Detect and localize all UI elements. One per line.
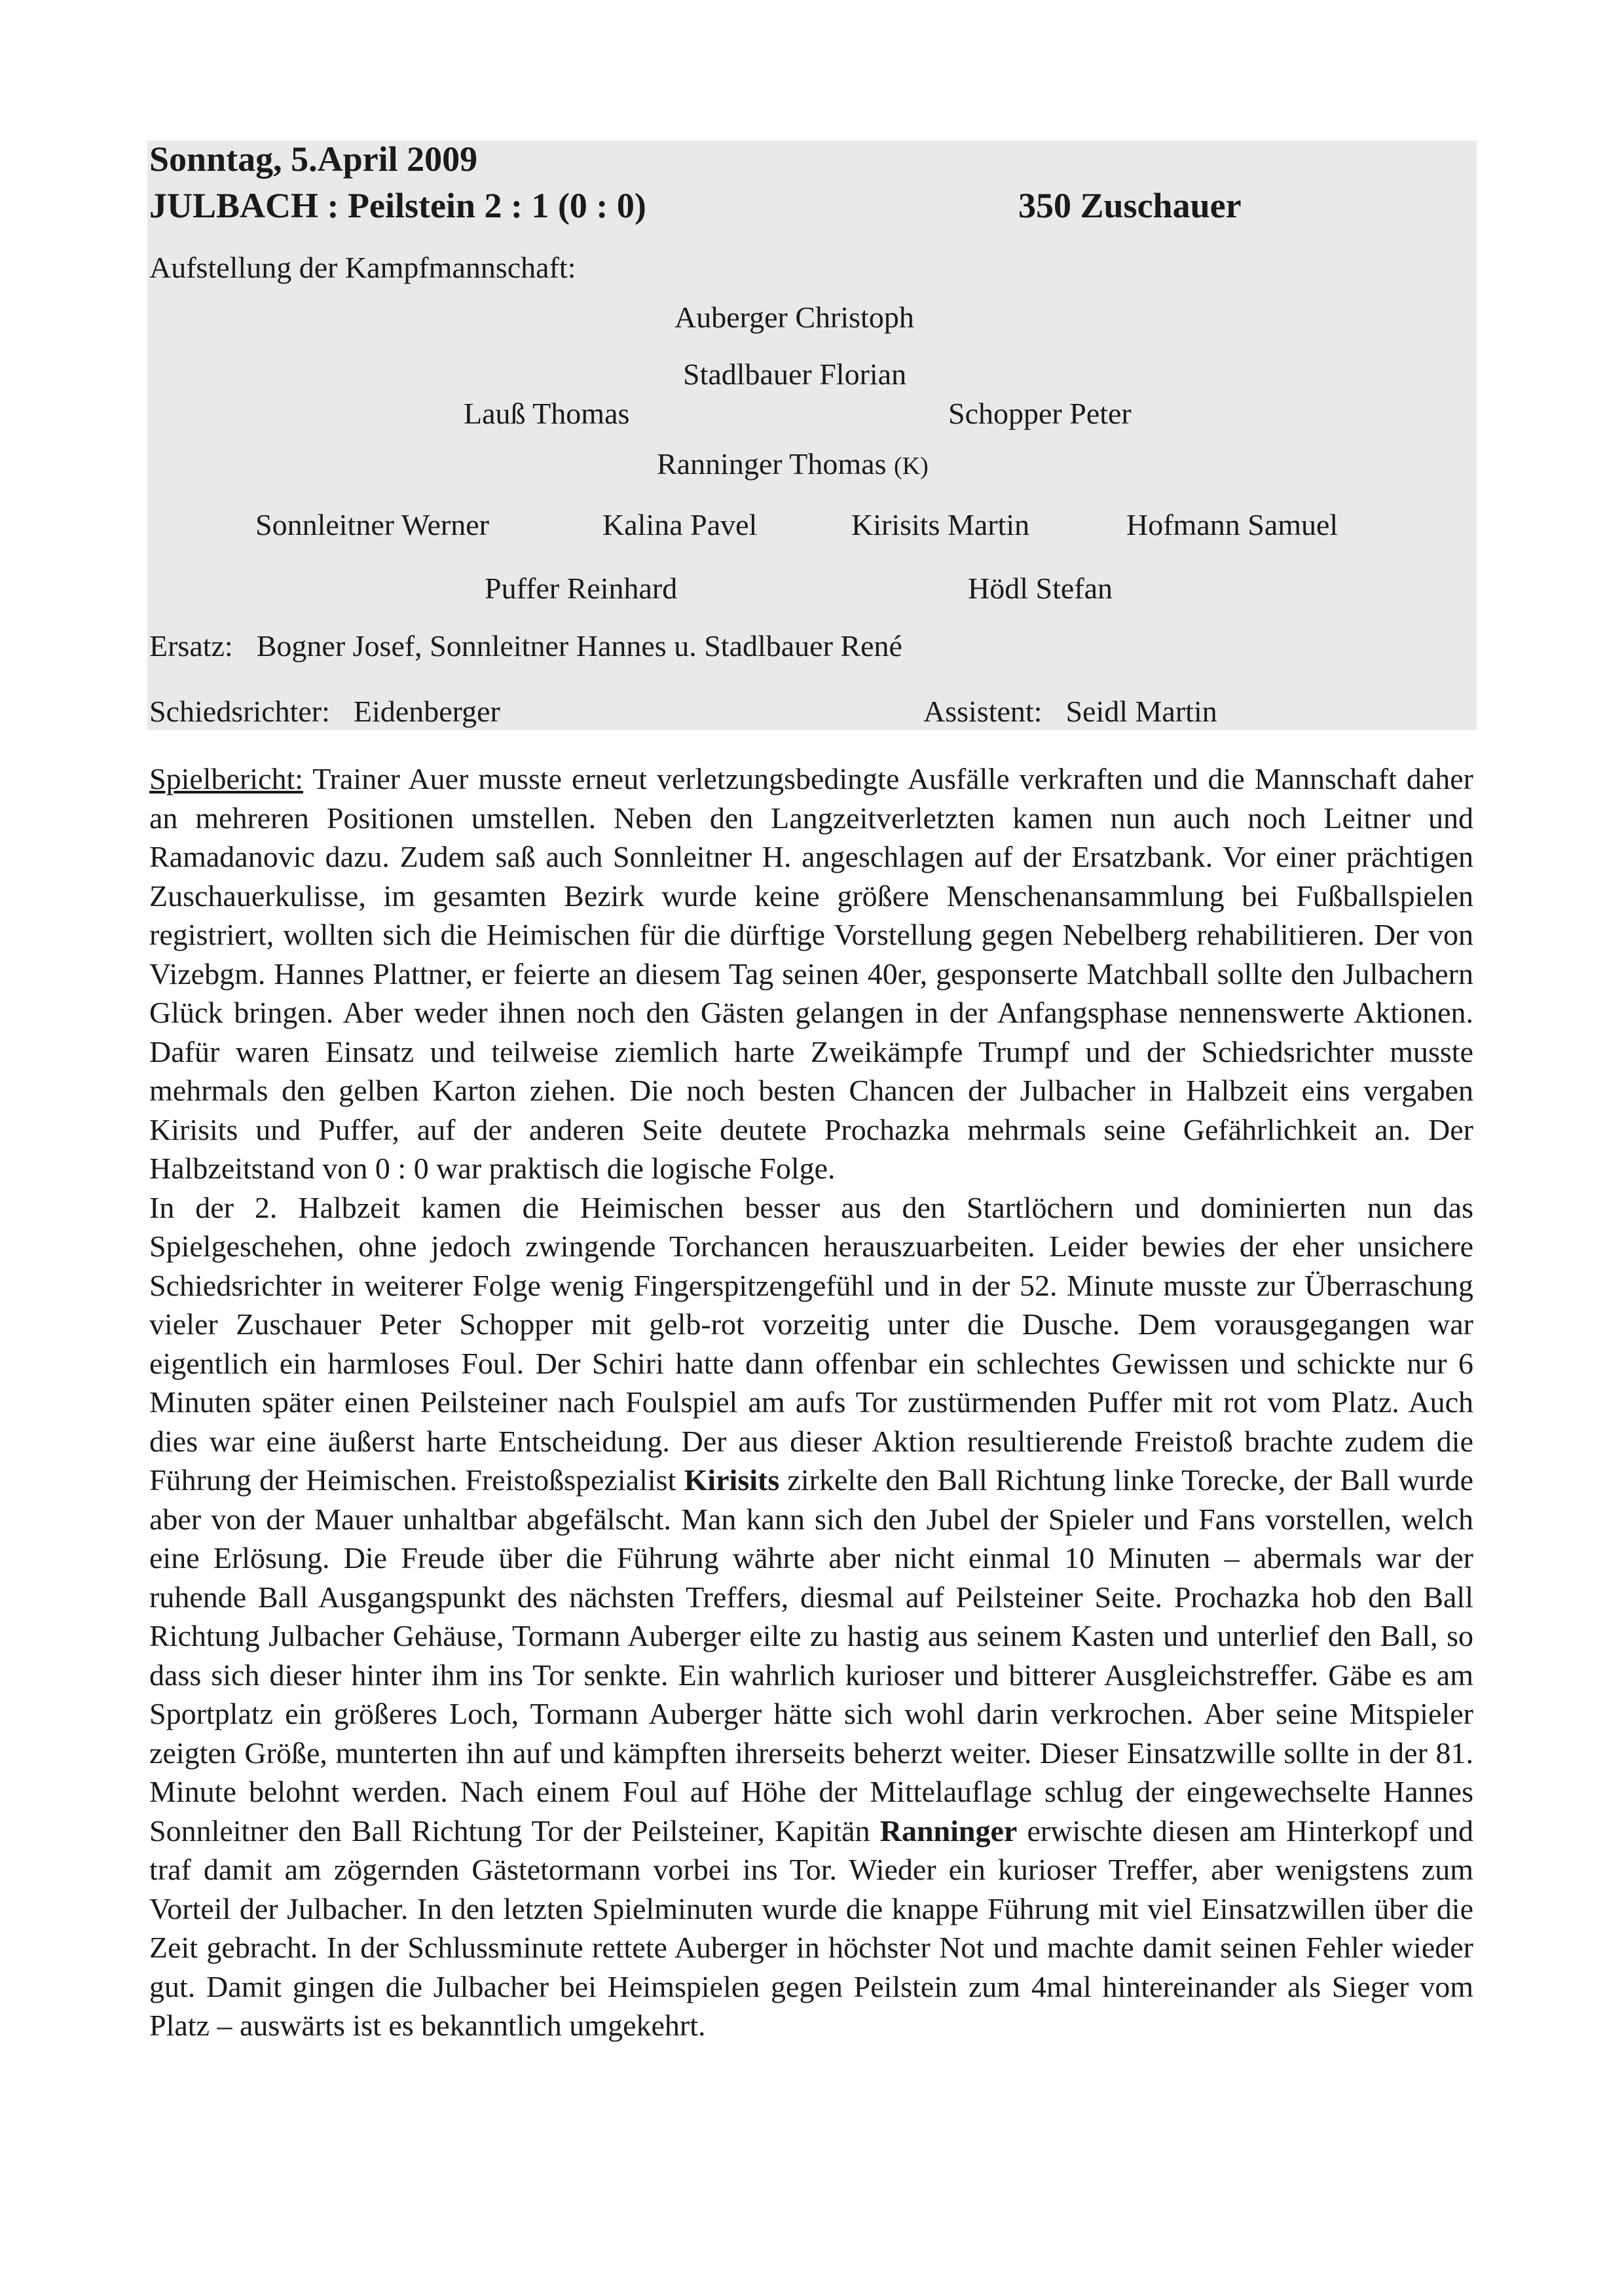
player-puffer: Puffer Reinhard: [485, 572, 678, 605]
player-stadlbauer: Stadlbauer Florian: [683, 357, 907, 391]
player-lauss: Lauß Thomas: [464, 397, 630, 430]
player-hofmann: Hofmann Samuel: [1126, 508, 1338, 541]
substitutes-line: [149, 629, 902, 663]
spectator-count: 350 Zuschauer: [1018, 186, 1242, 225]
match-date: Sonntag, 5.April 2009: [149, 139, 478, 179]
report-paragraph-1: [149, 759, 1473, 1188]
player-goalkeeper: Auberger Christoph: [674, 301, 914, 334]
captain-name: Ranninger Thomas: [657, 447, 887, 481]
assistant-line: [923, 694, 1217, 729]
player-captain: [657, 446, 929, 481]
assistant-value: Seidl Martin: [1065, 695, 1217, 728]
player-kalina: Kalina Pavel: [602, 508, 758, 541]
match-result: JULBACH : Peilstein 2 : 1 (0 : 0): [149, 186, 646, 225]
report-paragraph-2: [149, 1188, 1473, 2045]
player-sonnleitner: Sonnleitner Werner: [255, 508, 489, 541]
report-text-2c: erwischte diesen am Hinterkopf und traf damit am zögernden Gästetormann vorbei ins Tor. Wieder ein kurioser Treffer, aber wenigstens zum Vorteil der Julbacher. In den letzten Spielminuten wurde die knappe Führung mit viel Einsatzwillen über die Zeit gebracht. In der Schlussminute rettete Auberger in höchster Not und machte damit seinen Fehler wieder gut. Damit gingen die Julbacher bei Heimspielen gegen Peilstein zum 4mal hintereinander als Sieger vom Platz – auswärts ist es bekanntlich umgekehrt.: [149, 1813, 1473, 2042]
lineup-title: Aufstellung der Kampfmannschaft:: [149, 251, 576, 284]
report-label: Spielbericht:: [149, 762, 304, 795]
captain-mark: (K): [893, 452, 929, 480]
scorer-kirisits: Kirisits: [684, 1463, 780, 1497]
player-kirisits: Kirisits Martin: [851, 508, 1030, 541]
substitutes-value: Bogner Josef, Sonnleitner Hannes u. Stadlbauer René: [256, 629, 902, 663]
referee-value: Eidenberger: [353, 695, 500, 728]
referee-label: Schiedsrichter:: [149, 695, 330, 728]
substitutes-label: Ersatz:: [149, 629, 233, 663]
assistant-label: Assistent:: [923, 695, 1043, 728]
player-schopper: Schopper Peter: [948, 397, 1132, 430]
match-report: [149, 759, 1473, 2045]
report-text-1: Trainer Auer musste erneut verletzungsbedingte Ausfälle verkraften und die Mannschaft daher an mehreren Positionen umstellen. Neben den Langzeitverletzten kamen nun auch noch Leitner und Ramadanovic dazu. Zudem saß auch Sonnleitner H. angeschlagen auf der Ersatzbank. Vor einer prächtigen Zuschauerkulisse, im gesamten Bezirk wurde keine größere Menschenansammlung bei Fußballspielen registriert, wollten sich die Heimischen für die dürftige Vorstellung gegen Nebelberg rehabilitieren. Der von Vizebgm. Hannes Plattner, er feierte an diesem Tag seinen 40er, gesponserte Matchball sollte den Julbachern Glück bringen. Aber weder ihnen noch den Gästen gelangen in der Anfangsphase nennenswerte Aktionen. Dafür waren Einsatz und teilweise ziemlich harte Zweikämpfe Trumpf und der Schiedsrichter musste mehrmals den gelben Karton ziehen. Die noch besten Chancen der Julbacher in Halbzeit eins vergaben Kirisits und Puffer, auf der anderen Seite deutete Prochazka mehrmals seine Gefährlichkeit an. Der Halbzeitstand von 0 : 0 war praktisch die logische Folge.: [149, 762, 1473, 1185]
referee-line: [149, 694, 500, 729]
report-text-2b: zirkelte den Ball Richtung linke Torecke, der Ball wurde aber von der Mauer unhaltbar abgefälscht. Man kann sich den Jubel der Spieler und Fans vorstellen, welch eine Erlösung. Die Freude über die Führung währte aber nicht einmal 10 Minuten – abermals war der ruhende Ball Ausgangspunkt des nächsten Treffers, diesmal auf Peilsteiner Seite. Prochazka hob den Ball Richtung Julbacher Gehäuse, Tormann Auberger eilte zu hastig aus seinem Kasten und unterlief den Ball, so dass sich dieser hinter ihm ins Tor senkte. Ein wahrlich kurioser und bitterer Ausgleichstreffer. Gäbe es am Sportplatz ein größeres Loch, Tormann Auberger hätte sich wohl darin verkrochen. Aber seine Mitspieler zeigten Größe, munterten ihn auf und kämpften ihrerseits beherzt weiter. Dieser Einsatzwille sollte in der 81. Minute belohnt werden. Nach einem Foul auf Höhe der Mittelauflage schlug der eingewechselte Hannes Sonnleitner den Ball Richtung Tor der Peilsteiner, Kapitän: [149, 1463, 1474, 1848]
player-hoedl: Hödl Stefan: [968, 572, 1113, 605]
report-text-2a: In der 2. Halbzeit kamen die Heimischen besser aus den Startlöchern und dominierten nun das Spielgeschehen, ohne jedoch zwingende Torchancen herauszuarbeiten. Leider bewies der eher unsichere Schiedsrichter in weiterer Folge wenig Fingerspitzengefühl und in der 52. Minute musste zur Überraschung vieler Zuschauer Peter Schopper mit gelb-rot vorzeitig unter die Dusche. Dem vorausgegangen war eigentlich ein harmloses Foul. Der Schiri hatte dann offenbar ein schlechtes Gewissen und schickte nur 6 Minuten später einen Peilsteiner nach Foulspiel am aufs Tor zustürmenden Puffer mit rot vom Platz. Auch dies war eine äußerst harte Entscheidung. Der aus dieser Aktion resultierende Freistoß brachte zudem die Führung der Heimischen. Freistoßspezialist: [149, 1190, 1473, 1497]
scorer-ranninger: Ranninger: [879, 1813, 1018, 1848]
